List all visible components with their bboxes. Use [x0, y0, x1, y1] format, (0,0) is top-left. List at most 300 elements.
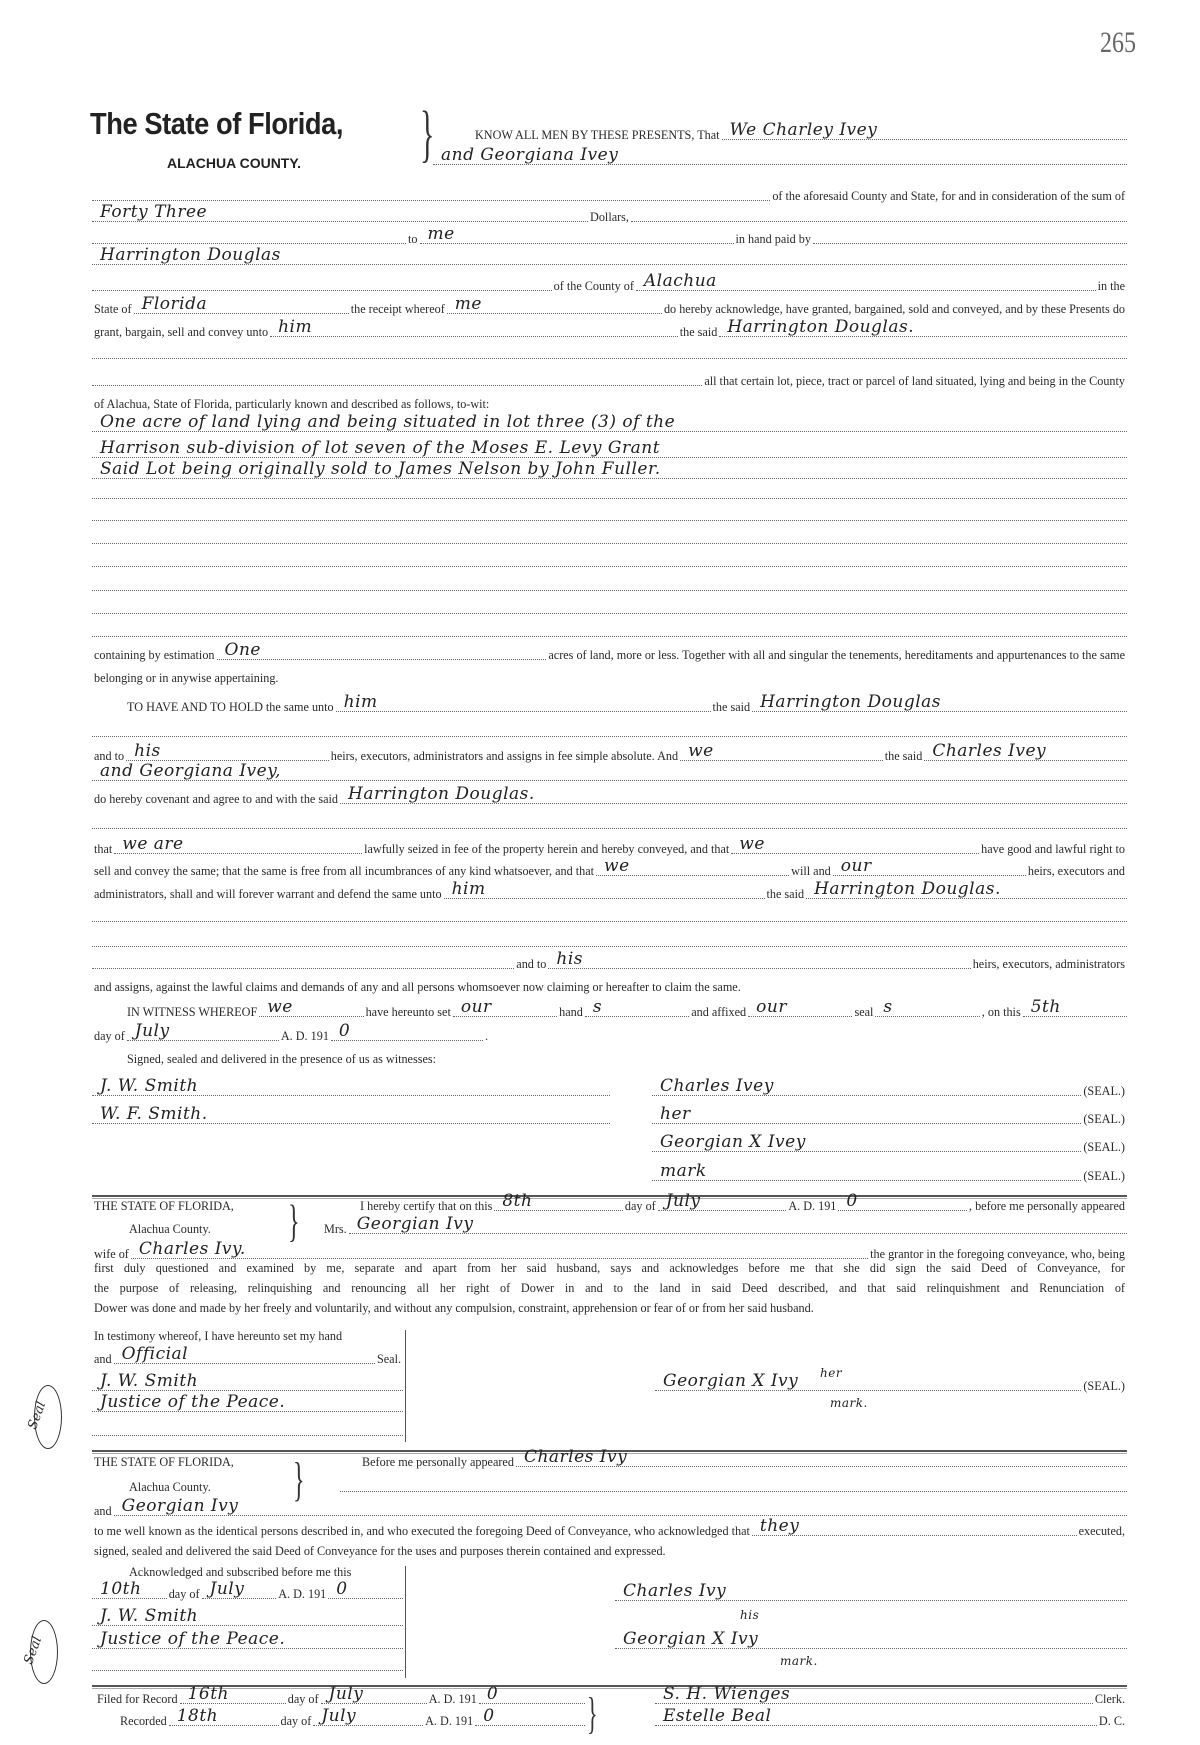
ack-line-4	[92, 1518, 1127, 1538]
ack-signature-2	[615, 1631, 1127, 1651]
dotted-fill-line	[615, 1581, 1127, 1601]
handwritten-note: mark.	[780, 1654, 818, 1668]
header-brace: }	[420, 100, 435, 170]
printed-text: A. D. 191	[428, 1692, 477, 1706]
printed-text: day of	[168, 1587, 200, 1601]
dotted-fill-line	[658, 1191, 787, 1211]
page-number: 265	[1100, 26, 1136, 59]
state-title: The State of Florida,	[90, 106, 343, 141]
handwritten-entry: 5th	[1030, 997, 1061, 1017]
printed-text: A. D. 191	[280, 1029, 329, 1043]
cert-officer-title	[92, 1394, 403, 1414]
dotted-fill-line	[92, 1667, 403, 1671]
handwritten-entry: Charles Ivy	[523, 1447, 628, 1467]
cert-county	[127, 1216, 290, 1236]
cert-line-6	[92, 1301, 1127, 1321]
heirs-line	[92, 743, 1127, 763]
grantor-line-1	[473, 122, 1127, 142]
deputy-clerk-line	[655, 1708, 1127, 1728]
blank-line-6	[92, 573, 1127, 593]
printed-text: day of	[280, 1714, 312, 1728]
printed-text: In testimony whereof, I have hereunto set my hand	[94, 1329, 343, 1343]
printed-text: do hereby acknowledge, have granted, bargained, sold and conveyed, and by these Presents do	[663, 302, 1126, 316]
cert-line-5	[92, 1281, 1127, 1301]
ack-county	[127, 1474, 290, 1494]
handwritten-entry: we	[739, 834, 765, 854]
dotted-fill-line	[92, 438, 1127, 458]
handwritten-entry: July	[665, 1191, 701, 1211]
handwritten-note: his	[740, 1608, 760, 1622]
handwritten-entry: W. F. Smith.	[100, 1104, 208, 1124]
handwritten-entry: mark	[660, 1161, 707, 1181]
handwritten-entry: him	[451, 879, 486, 899]
handwritten-entry: 0	[483, 1706, 495, 1726]
dotted-fill-line	[92, 459, 1127, 479]
grantor-signature-4	[652, 1163, 1127, 1183]
handwritten-entry: 8th	[502, 1191, 533, 1211]
cert-signature-mark	[830, 1390, 900, 1410]
covenant-line	[92, 786, 1127, 806]
printed-text: (SEAL.)	[1083, 1140, 1125, 1154]
handwritten-entry: Georgian X Ivy	[663, 1371, 799, 1391]
grantor-signature-2	[652, 1106, 1127, 1126]
handwritten-entry: we are	[122, 834, 184, 854]
printed-text: the said	[712, 700, 751, 714]
printed-text: Dollars,	[590, 210, 629, 224]
dotted-fill-line	[92, 943, 1127, 947]
printed-text: (SEAL.)	[1083, 1379, 1125, 1393]
printed-text: D. C.	[1098, 1714, 1125, 1728]
handwritten-entry: s	[592, 997, 603, 1017]
handwritten-entry: Harrington Douglas.	[727, 317, 915, 337]
printed-text: heirs, executors, administrators and assigns in fee simple absolute. And	[330, 749, 679, 763]
dotted-fill-line	[92, 1076, 610, 1096]
printed-text: and to	[94, 749, 125, 763]
dotted-fill-line	[475, 1706, 585, 1726]
dotted-fill-line	[331, 1021, 483, 1041]
blank-line-7	[92, 596, 1127, 616]
dotted-fill-line	[655, 1706, 1097, 1726]
dotted-fill-line	[202, 1579, 277, 1599]
ack-signature-1	[615, 1583, 1127, 1603]
printed-text: first duly questioned and examined by me, separate and apart from her said husband, says and acknowledges before me that she did sign the said Deed of Conveyance, for	[94, 1261, 1125, 1275]
printed-text: A. D. 191	[278, 1587, 327, 1601]
dotted-fill-line	[92, 382, 702, 386]
dotted-fill-line	[548, 949, 970, 969]
printed-text: acres of land, more or less. Together with all and singular the tenements, hereditaments and appurtenances to the same	[548, 648, 1125, 662]
printed-text: the said	[679, 325, 718, 339]
printed-text: I hereby certify that on this	[360, 1199, 493, 1213]
printed-text: the said	[766, 887, 805, 901]
printed-text: Dower was done and made by her freely and voluntarily, and without any compulsion, constraint, apprehension or fear of or from her said husband.	[94, 1301, 814, 1315]
dotted-fill-line	[92, 517, 1127, 521]
blank-line-3	[92, 503, 1127, 523]
description-2	[92, 440, 1127, 460]
handwritten-entry: Florida	[141, 294, 208, 314]
dotted-fill-line	[114, 1344, 375, 1364]
handwritten-entry: me	[454, 294, 482, 314]
printed-text: will and	[791, 864, 831, 878]
handwritten-entry: Georgian X Ivy	[623, 1629, 759, 1649]
described-line	[92, 391, 1127, 411]
dotted-fill-line	[92, 1606, 403, 1626]
printed-text: heirs, executors, administrators	[972, 957, 1125, 971]
printed-text: the grantor in the foregoing conveyance, who, being	[870, 1247, 1125, 1261]
printed-text: hand	[559, 1005, 583, 1019]
printed-text: , before me personally appeared	[968, 1199, 1125, 1213]
dotted-fill-line	[1023, 997, 1127, 1017]
blank-line-10	[92, 811, 1127, 831]
handwritten-entry: One	[224, 640, 261, 660]
printed-text: of Alachua, State of Florida, particularly known and described as follows, to-wit:	[94, 397, 490, 411]
handwritten-entry: his	[134, 741, 161, 761]
ack-bracket	[405, 1566, 406, 1678]
ack-officer-title	[92, 1631, 403, 1651]
handwritten-entry: S. H. Wienges	[663, 1684, 791, 1704]
cert-blank	[92, 1418, 403, 1438]
dotted-fill-line	[92, 1104, 610, 1124]
printed-text: grant, bargain, sell and convey unto	[94, 325, 269, 339]
printed-text: Before me personally appeared	[362, 1455, 514, 1469]
dotted-fill-line	[92, 1432, 403, 1436]
handwritten-entry: J. W. Smith	[100, 1606, 199, 1626]
handwritten-entry: Charles Ivy.	[138, 1239, 246, 1259]
appertaining-line	[92, 665, 1127, 685]
printed-text: to me well known as the identical persons described in, and who executed the foregoing Deed of Conveyance, who acknowledged that	[94, 1524, 750, 1538]
ack-date	[92, 1581, 403, 1601]
handwritten-entry: We Charley Ivey	[729, 120, 878, 140]
grantor-line-2	[433, 147, 1127, 167]
printed-text: Clerk.	[1094, 1692, 1125, 1706]
printed-text: to	[408, 232, 418, 246]
printed-text: containing by estimation	[94, 648, 215, 662]
parcel-line	[92, 368, 1127, 388]
handwritten-entry: 0	[486, 1684, 499, 1704]
handwritten-entry: they	[759, 1516, 800, 1536]
handwritten-entry: Georgian X Ivey	[660, 1132, 806, 1152]
handwritten-note: mark.	[830, 1396, 868, 1410]
handwritten-entry: 0	[846, 1191, 858, 1211]
handwritten-entry: him	[278, 317, 313, 337]
printed-text: and affixed	[691, 1005, 747, 1019]
handwritten-entry: July	[209, 1579, 245, 1599]
dotted-fill-line	[92, 1371, 403, 1391]
dotted-fill-line	[92, 1579, 167, 1599]
dotted-fill-line	[585, 997, 689, 1017]
dotted-fill-line	[615, 1629, 1127, 1649]
printed-text: day of	[624, 1199, 656, 1213]
printed-text: administrators, shall and will forever warrant and defend the same unto	[94, 887, 442, 901]
dotted-fill-line	[134, 294, 349, 314]
cert-brace: }	[288, 1198, 300, 1248]
handwritten-entry: me	[427, 224, 455, 244]
printed-text: day of	[287, 1692, 319, 1706]
dotted-fill-line	[722, 120, 1127, 140]
dotted-fill-line	[92, 587, 1127, 591]
handwritten-entry: our	[840, 856, 872, 876]
handwritten-entry: Harrison sub-division of lot seven of the Moses E. Levy Grant	[100, 438, 661, 458]
cert-line-2	[322, 1216, 1127, 1236]
printed-text: and	[94, 1352, 112, 1366]
handwritten-entry: Harrington Douglas.	[348, 784, 535, 804]
handwritten-entry: July	[321, 1706, 357, 1726]
claims-line	[92, 974, 1127, 994]
printed-text: A. D. 191	[788, 1199, 837, 1213]
printed-text: the said	[884, 749, 923, 763]
dotted-fill-line	[259, 997, 363, 1017]
ack-officer	[92, 1608, 403, 1628]
dotted-fill-line	[92, 563, 1127, 567]
printed-text: of the aforesaid County and State, for and in consideration of the sum of	[772, 189, 1125, 203]
handwritten-entry: July	[328, 1684, 364, 1704]
ack-line-5	[92, 1538, 800, 1558]
dotted-fill-line	[92, 540, 1127, 544]
printed-text: Alachua County.	[129, 1480, 211, 1494]
filing-brace: }	[587, 1688, 598, 1738]
handwritten-entry: Charles Ivey	[660, 1076, 774, 1096]
ack-signature-mark	[780, 1648, 850, 1668]
printed-text: Seal.	[376, 1352, 401, 1366]
official-seal-circle	[25, 1385, 62, 1449]
dotted-fill-line	[731, 834, 979, 854]
printed-text: sell and convey the same; that the same is free from all incumbrances of any kind whatsoever, and that	[94, 864, 595, 878]
handwritten-entry: 0	[338, 1021, 351, 1041]
dotted-fill-line	[321, 1684, 427, 1704]
blank-line-2	[92, 481, 1127, 501]
cert-line-1	[358, 1193, 1127, 1213]
state-line	[92, 296, 1127, 316]
ack-line-3	[92, 1498, 1127, 1518]
handwritten-entry: One acre of land lying and being situated in lot three (3) of the	[100, 412, 676, 432]
dotted-fill-line	[127, 1021, 279, 1041]
blank-line-8	[92, 619, 1127, 639]
dotted-fill-line	[92, 245, 1127, 265]
dotted-fill-line	[92, 202, 588, 222]
blank-line-5	[92, 549, 1127, 569]
printed-text: KNOW ALL MEN BY THESE PRESENTS, That	[475, 128, 720, 142]
handwritten-entry: 10th	[100, 1579, 142, 1599]
handwritten-entry: our	[756, 997, 787, 1017]
dotted-fill-line	[833, 856, 1026, 876]
acreage-line	[92, 642, 1127, 662]
dotted-fill-line	[340, 784, 1127, 804]
incumbrance-line	[92, 858, 1127, 878]
dotted-fill-line	[349, 1214, 1127, 1234]
dotted-fill-line	[131, 1239, 868, 1259]
dotted-fill-line	[328, 1579, 403, 1599]
handwritten-entry: Alachua	[643, 271, 717, 291]
dotted-fill-line	[813, 240, 1127, 244]
dotted-fill-line	[479, 1684, 585, 1704]
handwritten-entry: s	[883, 997, 893, 1017]
dotted-fill-line	[806, 879, 1127, 899]
description-1	[92, 414, 1127, 434]
heirs-line-2	[92, 951, 1127, 971]
printed-text: that	[94, 842, 113, 856]
ack-signature-his	[740, 1602, 800, 1622]
cert-officer	[92, 1373, 403, 1393]
dotted-fill-line	[516, 1447, 1127, 1467]
printed-text: TO HAVE AND TO HOLD the same unto	[127, 700, 334, 714]
dotted-fill-line	[420, 224, 734, 244]
description-3	[92, 461, 1127, 481]
dotted-fill-line	[92, 1392, 403, 1412]
printed-text: have good and lawful right to	[981, 842, 1125, 856]
printed-text: (SEAL.)	[1083, 1112, 1125, 1126]
dotted-fill-line	[92, 240, 406, 244]
handwritten-entry: 0	[336, 1579, 348, 1599]
handwritten-entry: and Georgiana Ivey	[441, 145, 619, 165]
printed-text: heirs, executors and	[1027, 864, 1126, 878]
cert-seal-line	[92, 1346, 403, 1366]
dotted-fill-line	[494, 1191, 623, 1211]
handwritten-entry: Georgian Ivy	[356, 1214, 474, 1234]
printed-text: have hereunto set	[365, 1005, 451, 1019]
dotted-fill-line	[217, 640, 547, 660]
dotted-fill-line	[114, 834, 362, 854]
seized-line	[92, 836, 1127, 856]
printed-text: A. D. 191	[425, 1714, 474, 1728]
blank-line-12	[92, 929, 1127, 949]
handwritten-entry: Harrington Douglas	[100, 245, 281, 265]
printed-text: the receipt whereof	[350, 302, 445, 316]
handwritten-entry: him	[343, 692, 378, 712]
handwritten-entry: J. W. Smith	[100, 1371, 199, 1391]
consideration-line	[92, 183, 1127, 203]
cert-line-4	[92, 1261, 1127, 1281]
blank-line-4	[92, 526, 1127, 546]
blank-line-9	[92, 719, 1127, 739]
handwritten-entry: Official	[121, 1344, 189, 1364]
cert-signature-her	[820, 1360, 900, 1380]
signed-sealed-line	[125, 1046, 620, 1066]
dotted-fill-line	[92, 610, 1127, 614]
handwritten-entry: her	[660, 1104, 691, 1124]
blank-line-11	[92, 904, 1127, 924]
grantor-signature-1	[652, 1078, 1127, 1098]
printed-text: and to	[516, 957, 547, 971]
printed-text: State of	[94, 302, 132, 316]
dotted-fill-line	[114, 1496, 1127, 1516]
county-line	[92, 273, 1127, 293]
testimony-bracket	[405, 1330, 406, 1442]
dotted-fill-line	[447, 294, 662, 314]
official-seal-circle	[21, 1620, 58, 1684]
dotted-fill-line	[92, 633, 1127, 637]
dotted-fill-line	[631, 218, 1127, 222]
ack-subscribed	[127, 1559, 403, 1579]
habendum-line	[125, 694, 1127, 714]
dotted-fill-line	[92, 918, 1127, 922]
grantor-signature-3	[652, 1134, 1127, 1154]
dotted-fill-line	[92, 825, 1127, 829]
printed-text: all that certain lot, piece, tract or parcel of land situated, lying and being in the County	[704, 374, 1125, 388]
printed-text: THE STATE OF FLORIDA,	[94, 1199, 234, 1213]
printed-text: executed,	[1078, 1524, 1125, 1538]
ack-line-2	[340, 1474, 1127, 1494]
handwritten-entry: Harrington Douglas.	[814, 879, 1001, 899]
ack-blank	[92, 1653, 403, 1673]
cert-testimony	[92, 1323, 403, 1343]
dotted-fill-line	[453, 997, 557, 1017]
dotted-fill-line	[169, 1706, 279, 1726]
dotted-fill-line	[92, 197, 770, 201]
dotted-fill-line	[92, 733, 1127, 737]
printed-text: Recorded	[120, 1714, 167, 1728]
handwritten-entry: Charles Ivy	[623, 1581, 727, 1601]
clerk-line	[655, 1686, 1127, 1706]
printed-text: (SEAL.)	[1083, 1084, 1125, 1098]
warrant-line	[92, 881, 1127, 901]
printed-text: wife of	[94, 1247, 129, 1261]
witness-1	[92, 1078, 610, 1098]
dotted-fill-line	[313, 1706, 423, 1726]
printed-text: do hereby covenant and agree to and with the said	[94, 792, 338, 806]
handwritten-entry: Estelle Beal	[663, 1706, 772, 1726]
printed-text: the purpose of releasing, relinquishing and renouncing all her right of Dower in and to the land in said Deed described, and that said relinquishment and Renunciation of	[94, 1281, 1125, 1295]
printed-text: Signed, sealed and delivered in the presence of us as witnesses:	[127, 1052, 436, 1066]
dotted-fill-line	[838, 1191, 967, 1211]
handwritten-entry: his	[556, 949, 584, 969]
ack-line-1	[360, 1449, 1127, 1469]
recorded-line	[118, 1708, 585, 1728]
handwritten-entry: Said Lot being originally sold to James Nelson by John Fuller.	[100, 459, 661, 479]
handwritten-note: her	[820, 1366, 843, 1380]
dotted-fill-line	[92, 495, 1127, 499]
ack-brace: }	[293, 1455, 305, 1507]
handwritten-entry: Charles Ivey	[932, 741, 1047, 761]
witness-whereof-line	[125, 999, 1127, 1019]
ack-state	[92, 1449, 290, 1469]
dotted-fill-line	[652, 1161, 1081, 1181]
convey-line	[92, 319, 1127, 339]
handwritten-entry: Forty Three	[100, 202, 208, 222]
dotted-fill-line	[752, 692, 1127, 712]
county-title: ALACHUA COUNTY.	[167, 155, 302, 171]
printed-text: Filed for Record	[97, 1692, 178, 1706]
cert-state	[92, 1193, 290, 1213]
paid-to-line	[92, 226, 1127, 246]
handwritten-entry: our	[460, 997, 492, 1017]
dotted-fill-line	[680, 741, 883, 761]
printed-text: IN WITNESS WHEREOF	[127, 1005, 258, 1019]
printed-text: in hand paid by	[735, 232, 811, 246]
dotted-fill-line	[652, 1132, 1081, 1152]
printed-text: , on this	[981, 1005, 1021, 1019]
printed-text: lawfully seized in fee of the property herein and hereby conveyed, and that	[364, 842, 730, 856]
grantee-line	[92, 247, 1127, 267]
dotted-fill-line	[180, 1684, 286, 1704]
dotted-fill-line	[340, 1488, 1127, 1492]
dotted-fill-line	[92, 761, 1127, 781]
printed-text: THE STATE OF FLORIDA,	[94, 1455, 234, 1469]
dotted-fill-line	[92, 355, 1127, 359]
handwritten-entry: Georgian Ivy	[121, 1496, 239, 1516]
dotted-fill-line	[875, 997, 979, 1017]
handwritten-entry: we	[688, 741, 714, 761]
printed-text: .	[484, 1029, 489, 1043]
dotted-fill-line	[924, 741, 1127, 761]
dotted-fill-line	[336, 692, 711, 712]
seal-text: Seal	[25, 1399, 50, 1432]
handwritten-entry: 16th	[187, 1684, 229, 1704]
printed-text: seal	[854, 1005, 874, 1019]
handwritten-entry: Justice of the Peace.	[100, 1392, 286, 1412]
printed-text: signed, sealed and delivered the said Deed of Conveyance for the uses and purposes therein contained and expressed.	[94, 1544, 666, 1558]
handwritten-entry: and Georgiana Ivey,	[100, 761, 281, 781]
date-line	[92, 1023, 490, 1043]
blank-line-1	[92, 341, 1127, 361]
